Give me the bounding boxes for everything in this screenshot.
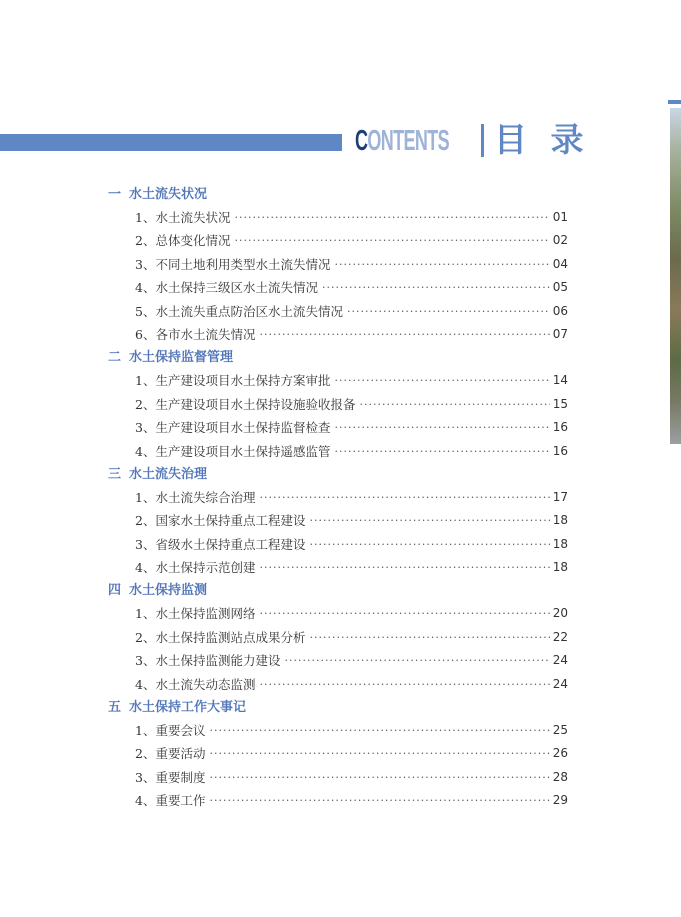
toc-section-title[interactable] — [108, 346, 568, 369]
toc-entry-label: 2、总体变化情况 — [135, 233, 231, 249]
toc-leader-dots — [334, 369, 550, 392]
toc-entry-page: 02 — [552, 233, 568, 248]
toc-leader-dots — [209, 742, 550, 765]
toc-entry[interactable] — [108, 789, 568, 812]
toc-entry-label: 6、各市水土流失情况 — [135, 326, 256, 342]
toc-entry[interactable] — [108, 533, 568, 556]
toc-entry[interactable] — [108, 440, 568, 463]
page-title: 目 录 — [494, 120, 590, 159]
toc-section-label: 水土保持监测 — [129, 583, 208, 599]
toc-section-number: 二 — [108, 350, 122, 366]
toc-entry-page: 18 — [552, 560, 568, 575]
toc-entry-page: 16 — [552, 420, 568, 435]
toc-entry-page: 14 — [552, 373, 568, 388]
toc-section-title[interactable] — [108, 696, 568, 719]
toc-entry-page: 29 — [552, 793, 568, 808]
toc-entry[interactable] — [108, 486, 568, 509]
toc-entry-label: 4、水土保持示范创建 — [135, 560, 256, 576]
toc-entry-page: 01 — [552, 210, 568, 224]
toc-entry-label: 1、水土流失综合治理 — [135, 489, 256, 505]
toc-section-number: 四 — [108, 583, 122, 599]
toc-entry[interactable] — [108, 626, 568, 649]
toc-section-label: 水土流失状况 — [129, 187, 208, 202]
toc-entry-label: 1、重要会议 — [135, 723, 206, 739]
toc-entry[interactable] — [108, 206, 568, 229]
toc-entry-page: 07 — [552, 326, 568, 341]
toc-entry[interactable] — [108, 766, 568, 789]
toc-entry-label: 2、水土保持监测站点成果分析 — [135, 629, 306, 645]
toc-entry-page: 24 — [552, 653, 568, 668]
toc-leader-dots — [334, 440, 550, 463]
toc-entry-page: 05 — [552, 280, 568, 295]
toc-section-title[interactable] — [108, 463, 568, 486]
toc-entry[interactable] — [108, 673, 568, 696]
toc-section-label: 水土保持监督管理 — [129, 350, 234, 366]
toc-leader-dots — [334, 416, 550, 439]
toc-entry-page: 16 — [552, 443, 568, 458]
toc-entry[interactable] — [108, 323, 568, 346]
toc-entry[interactable] — [108, 393, 568, 416]
toc-entry-label: 4、水土保持三级区水土流失情况 — [135, 280, 318, 296]
toc-leader-dots — [309, 509, 550, 532]
toc-entry-label: 1、水土保持监测网络 — [135, 606, 256, 622]
toc-entry-page: 04 — [552, 256, 568, 271]
toc-leader-dots — [347, 300, 550, 323]
toc-section-title[interactable] — [108, 579, 568, 602]
toc-leader-dots — [322, 276, 550, 299]
toc-leader-dots — [259, 323, 550, 346]
toc-entry[interactable] — [108, 416, 568, 439]
toc-leader-dots — [209, 719, 550, 742]
table-of-contents — [108, 183, 568, 813]
toc-section-label: 水土保持工作大事记 — [129, 700, 247, 716]
toc-leader-dots — [259, 486, 550, 509]
toc-entry[interactable] — [108, 276, 568, 299]
toc-entry-label: 2、国家水土保持重点工程建设 — [135, 513, 306, 529]
toc-entry-label: 4、重要工作 — [135, 793, 206, 809]
toc-entry-label: 5、水土流失重点防治区水土流失情况 — [135, 303, 343, 319]
contents-initial: C — [355, 125, 368, 157]
toc-entry-page: 25 — [552, 723, 568, 738]
toc-section-number: 一 — [108, 187, 122, 202]
toc-entry-page: 26 — [552, 746, 568, 761]
toc-leader-dots — [259, 602, 550, 625]
contents-rest: ONTENTS — [367, 125, 449, 157]
toc-leader-dots — [309, 626, 550, 649]
toc-entry-label: 3、水土保持监测能力建设 — [135, 653, 281, 669]
toc-section-number: 三 — [108, 466, 122, 482]
toc-leader-dots — [234, 206, 550, 229]
toc-entry-label: 2、生产建设项目水土保持设施验收报备 — [135, 396, 356, 412]
contents-heading — [355, 124, 449, 158]
toc-entry-page: 17 — [552, 489, 568, 504]
toc-leader-dots — [334, 253, 550, 276]
toc-entry-label: 2、重要活动 — [135, 746, 206, 762]
toc-entry[interactable] — [108, 509, 568, 532]
title-divider — [481, 124, 484, 157]
landscape-photo-edge — [670, 108, 681, 444]
toc-entry-label: 3、生产建设项目水土保持监督检查 — [135, 420, 331, 436]
toc-leader-dots — [234, 229, 550, 252]
toc-leader-dots — [284, 649, 550, 672]
toc-section-number: 五 — [108, 700, 122, 716]
toc-entry[interactable] — [108, 369, 568, 392]
toc-entry-page: 18 — [552, 513, 568, 528]
toc-entry-label: 3、省级水土保持重点工程建设 — [135, 536, 306, 552]
toc-entry[interactable] — [108, 742, 568, 765]
toc-entry-page: 18 — [552, 536, 568, 551]
header-bar — [0, 134, 342, 151]
toc-entry-label: 4、水土流失动态监测 — [135, 676, 256, 692]
toc-entry-label: 3、重要制度 — [135, 769, 206, 785]
toc-section-title[interactable] — [108, 183, 568, 206]
toc-leader-dots — [259, 556, 550, 579]
toc-entry-page: 06 — [552, 303, 568, 318]
toc-entry-page: 28 — [552, 769, 568, 784]
toc-entry-label: 1、生产建设项目水土保持方案审批 — [135, 373, 331, 389]
photo-accent — [668, 100, 681, 104]
toc-entry[interactable] — [108, 649, 568, 672]
toc-entry-page: 24 — [552, 676, 568, 691]
toc-section-label: 水土流失治理 — [129, 466, 208, 482]
toc-leader-dots — [309, 533, 550, 556]
toc-leader-dots — [259, 673, 550, 696]
toc-entry[interactable] — [108, 556, 568, 579]
toc-entry-label: 3、不同土地利用类型水土流失情况 — [135, 256, 331, 272]
toc-entry-page: 22 — [552, 629, 568, 644]
toc-entry[interactable] — [108, 253, 568, 276]
toc-entry[interactable] — [108, 602, 568, 625]
toc-leader-dots — [209, 789, 550, 812]
toc-entry[interactable] — [108, 229, 568, 252]
toc-entry-page: 15 — [552, 396, 568, 411]
toc-leader-dots — [359, 393, 550, 416]
toc-entry[interactable] — [108, 719, 568, 742]
toc-leader-dots — [209, 766, 550, 789]
toc-entry-label: 4、生产建设项目水土保持遥感监管 — [135, 443, 331, 459]
toc-entry-label: 1、水土流失状况 — [135, 210, 231, 225]
toc-entry-page: 20 — [552, 606, 568, 621]
toc-entry[interactable] — [108, 300, 568, 323]
